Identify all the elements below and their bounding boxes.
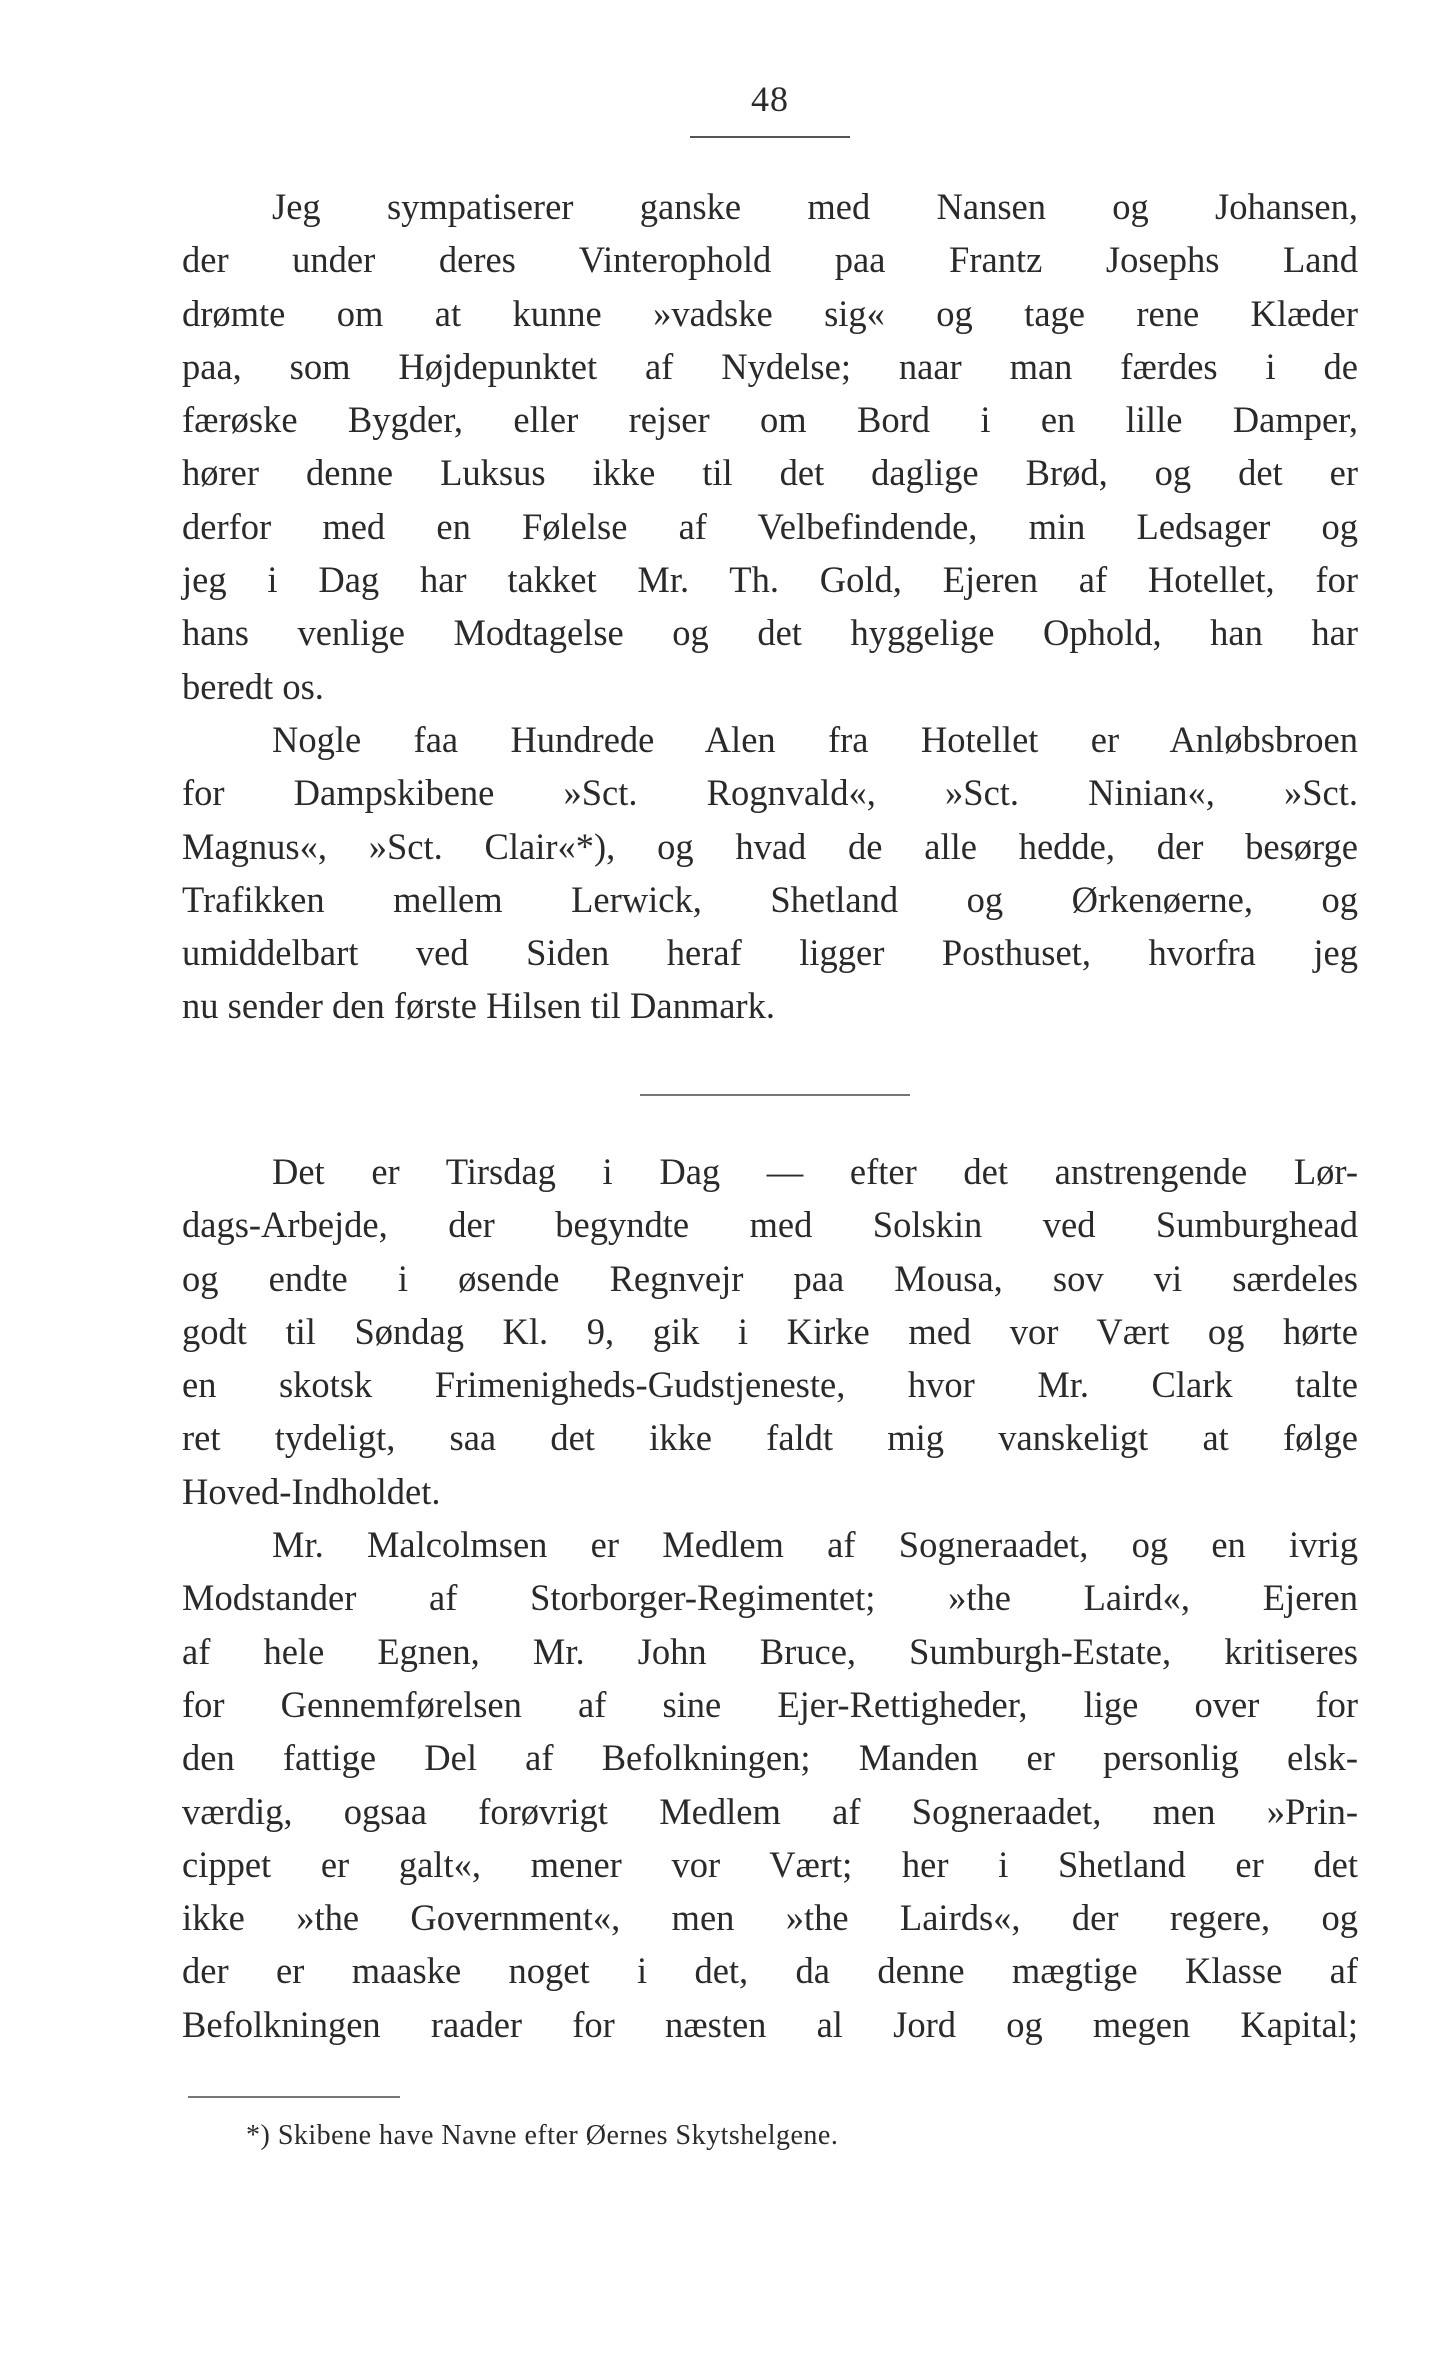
text-line: beredt os. [182, 665, 324, 707]
text-line: Det er Tirsdag i Dag — efter det anstrengende Lør- [272, 1151, 1358, 1192]
text-line: Jeg sympatiserer ganske med Nansen og Johansen, [272, 186, 1358, 227]
text-line: der under deres Vinterophold paa Frantz Josephs Land [182, 239, 1358, 281]
paragraph-1 [182, 180, 1358, 713]
section-one [182, 180, 1358, 1033]
text-line: Hoved-Indholdet. [182, 1470, 441, 1512]
text-line: hans venlige Modtagelse og det hyggelige Ophold, han har [182, 612, 1358, 654]
text-line: Nogle faa Hundrede Alen fra Hotellet er Anløbsbroen [272, 718, 1358, 760]
page-number-underline [690, 136, 850, 138]
text-line: værdig, ogsaa forøvrigt Medlem af Sogneraadet, men »Prin- [182, 1790, 1358, 1832]
text-line: Befolkningen raader for næsten al Jord og megen Kapital; [182, 2003, 1358, 2045]
text-line: for Dampskibene »Sct. Rognvald«, »Sct. Ninian«, »Sct. [182, 772, 1358, 814]
text-line: jeg i Dag har takket Mr. Th. Gold, Ejeren af Hotellet, for [182, 559, 1358, 601]
text-line: ikke »the Government«, men »the Lairds«, der regere, og [182, 1897, 1358, 1939]
text-line: en skotsk Frimenigheds-Gudstjeneste, hvor Mr. Clark talte [182, 1364, 1358, 1406]
text-line: ret tydeligt, saa det ikke faldt mig vanskeligt at følge [182, 1417, 1358, 1459]
text-line: Modstander af Storborger-Regimentet; »the Laird«, Ejeren [182, 1577, 1358, 1619]
paragraph-2 [182, 713, 1358, 1033]
footnote-divider [188, 2096, 400, 2098]
text-line: cippet er galt«, mener vor Vært; her i Shetland er det [182, 1843, 1358, 1885]
text-line: paa, som Højdepunktet af Nydelse; naar man færdes i de [182, 345, 1358, 387]
footnote: *) Skibene have Navne efter Øernes Skytshelgene. [246, 2120, 839, 2151]
text-line: godt til Søndag Kl. 9, gik i Kirke med vor Vært og hørte [182, 1310, 1358, 1352]
text-line: for Gennemførelsen af sine Ejer-Rettigheder, lige over for [182, 1683, 1358, 1725]
text-line: derfor med en Følelse af Velbefindende, min Ledsager og [182, 505, 1358, 547]
text-line: og endte i øsende Regnvejr paa Mousa, sov vi særdeles [182, 1257, 1358, 1299]
section-two [182, 1145, 1358, 2051]
page-number: 48 [751, 79, 789, 119]
text-line: Magnus«, »Sct. Clair«*), og hvad de alle hedde, der besørge [182, 825, 1358, 867]
text-line: dags-Arbejde, der begyndte med Solskin ved Sumburghead [182, 1204, 1358, 1246]
section-divider [640, 1094, 910, 1096]
text-line: nu sender den første Hilsen til Danmark. [182, 985, 775, 1027]
text-line: Trafikken mellem Lerwick, Shetland og Ørkenøerne, og [182, 878, 1358, 920]
text-line: drømte om at kunne »vadske sig« og tage rene Klæder [182, 292, 1358, 334]
text-line: den fattige Del af Befolkningen; Manden er personlig elsk- [182, 1737, 1358, 1779]
text-line: hører denne Luksus ikke til det daglige Brød, og det er [182, 452, 1358, 494]
paragraph-4 [182, 1518, 1358, 2051]
text-line: Mr. Malcolmsen er Medlem af Sogneraadet, og en ivrig [272, 1524, 1358, 1566]
text-line: af hele Egnen, Mr. John Bruce, Sumburgh-Estate, kritiseres [182, 1630, 1358, 1672]
text-line: færøske Bygder, eller rejser om Bord i en lille Damper, [182, 399, 1358, 441]
paragraph-3 [182, 1145, 1358, 1518]
text-line: umiddelbart ved Siden heraf ligger Posthuset, hvorfra jeg [182, 932, 1358, 974]
text-line: der er maaske noget i det, da denne mægtige Klasse af [182, 1950, 1358, 1992]
